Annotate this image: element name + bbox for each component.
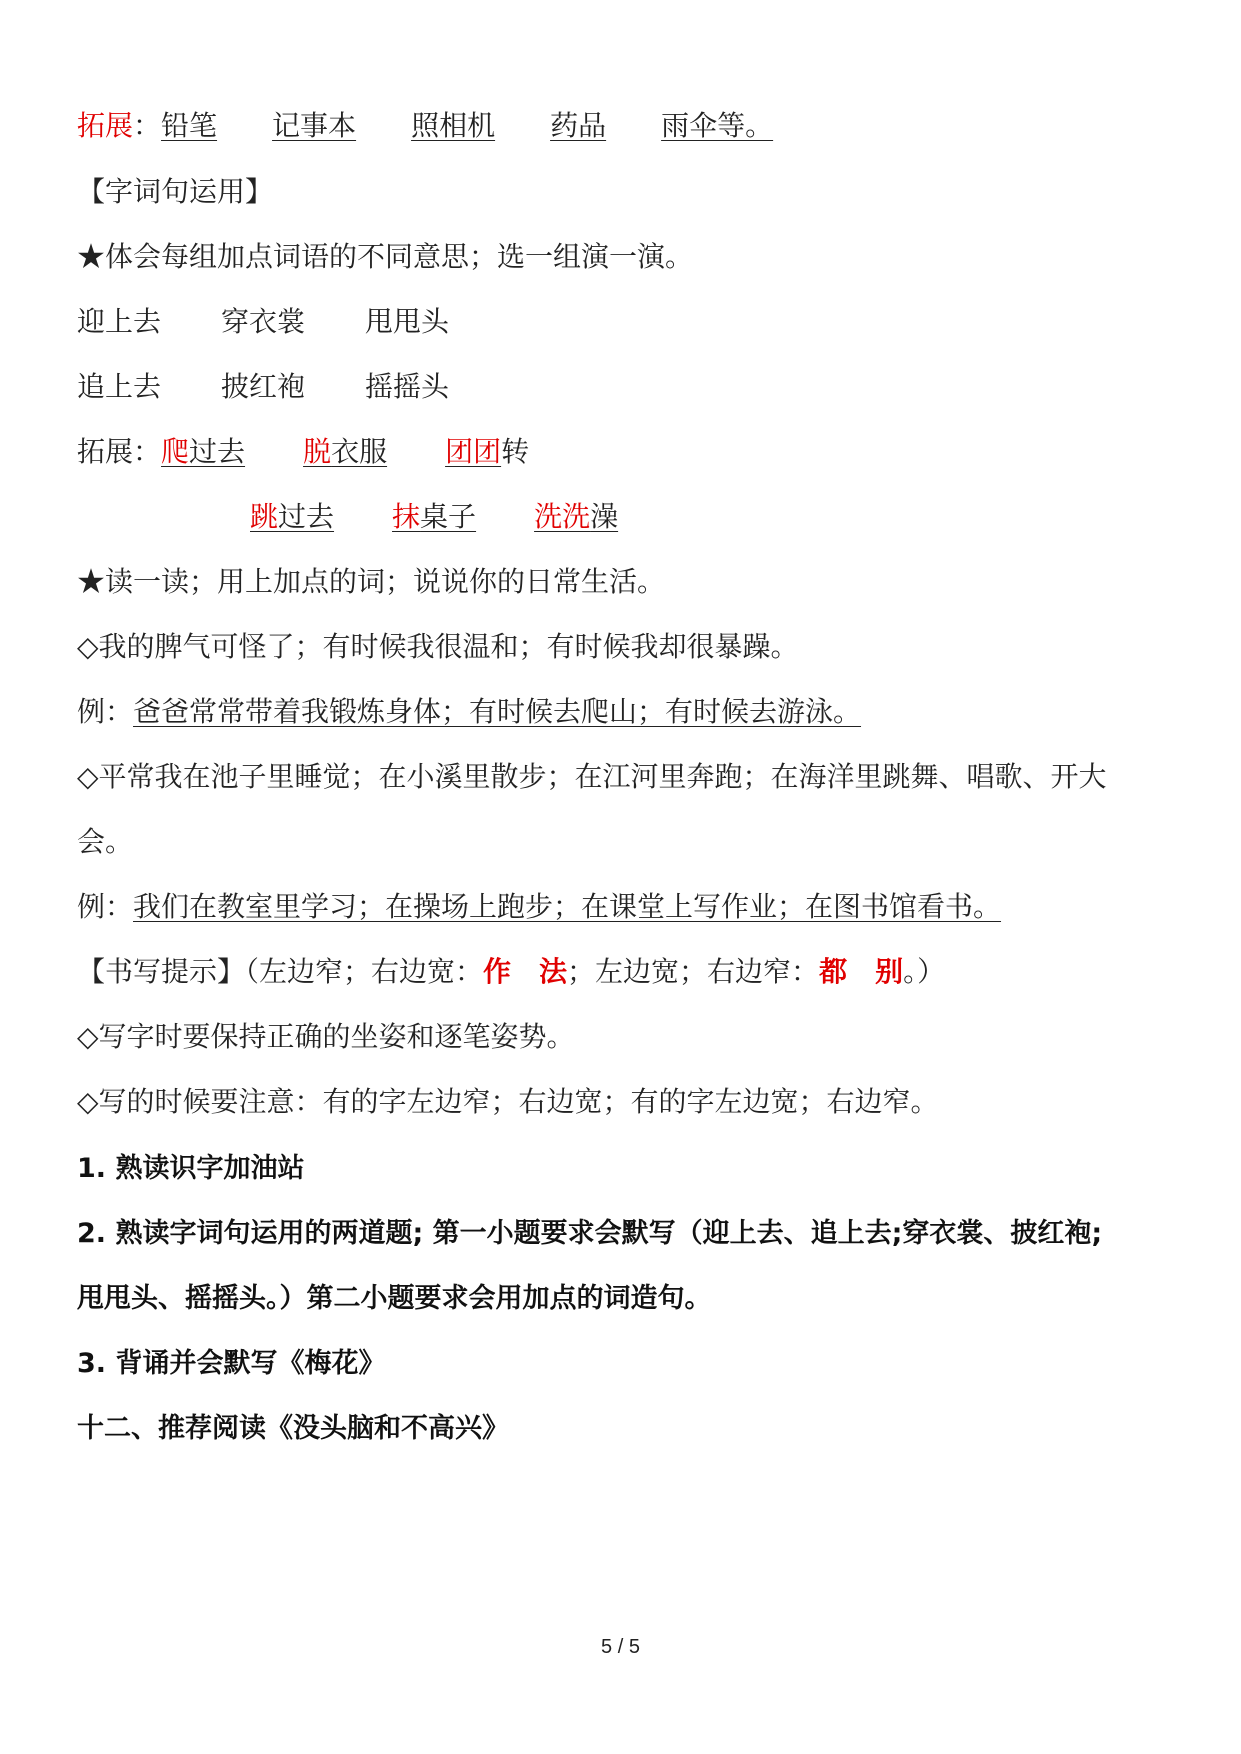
list-item-3: 3. 背诵并会默写《梅花》 [77,1348,386,1379]
question-2-line-1: ◇平常我在池子里睡觉；在小溪里散步；在江河里奔跑；在海洋里跳舞、唱歌、开大 [77,760,1107,793]
extension-word: 抹桌子 [392,500,477,533]
word-row-2 [77,365,449,405]
extension-word: 爬过去 [161,435,246,468]
word: 摇摇头 [365,370,450,403]
section-heading-words: 【字词句运用】 [77,175,274,208]
task-2: ★读一读；用上加点的词；说说你的日常生活。 [77,565,666,598]
example-2 [77,885,1013,925]
extension-line-1 [77,104,819,144]
extension-line-2: 拓展：爬过去 脱衣服 团团转 [77,435,530,468]
extension-colon: ： [133,109,162,142]
word-row-1 [77,300,449,340]
extension-label: 拓展： [77,435,162,468]
extension-items: 铅笔 记事本 照相机 药品 雨伞等。 [161,109,774,142]
word: 披红袍 [221,370,306,403]
extension-line-3 [250,495,618,535]
writing-tip-1: ◇写字时要保持正确的坐姿和逐笔姿势。 [77,1020,575,1053]
example-text: 爸爸常常带着我锻炼身体；有时候去爬山；有时候去游泳。 [133,695,862,728]
example-chars-1: 作 法 [483,955,568,988]
word: 迎上去 [77,305,162,338]
list-item-2: 2. 熟读字词句运用的两道题; 第一小题要求会默写（迎上去、追上去;穿衣裳、披红袍; [77,1218,1103,1249]
extension-word: 跳过去 [250,500,335,533]
list-item-1: 1. 熟读识字加油站 [77,1153,305,1184]
extension-word: 脱衣服 [303,435,388,468]
word: 追上去 [77,370,162,403]
extension-word: 洗洗澡 [534,500,619,533]
task-1: ★体会每组加点词语的不同意思；选一组演一演。 [77,240,694,273]
extension-word: 团团 [445,435,502,468]
example-label: 例： [77,695,134,728]
question-1: ◇我的脾气可怪了；有时候我很温和；有时候我却很暴躁。 [77,630,799,663]
extension-label: 拓展 [77,109,134,142]
example-label: 例： [77,890,134,923]
question-2-line-2: 会。 [77,825,134,858]
word: 甩甩头 [365,305,450,338]
writing-tip-2: ◇写的时候要注意：有的字左边窄；右边宽；有的字左边宽；右边窄。 [77,1085,939,1118]
word: 穿衣裳 [221,305,306,338]
list-item-2-continued: 甩甩头、摇摇头。）第二小题要求会用加点的词造句。 [77,1283,712,1314]
example-1 [77,690,873,730]
section-heading-reading: 十二、推荐阅读《没头脑和不高兴》 [77,1413,509,1444]
writing-tip-title: 【书写提示】 [77,955,246,988]
writing-tip-heading: 【书写提示】（左边窄；右边宽：作 法；左边宽；右边窄：都 别。） [77,955,946,988]
example-chars-2: 都 别 [819,955,904,988]
page-number: 5 / 5 [601,1636,640,1658]
example-text: 我们在教室里学习；在操场上跑步；在课堂上写作业；在图书馆看书。 [133,890,1002,923]
